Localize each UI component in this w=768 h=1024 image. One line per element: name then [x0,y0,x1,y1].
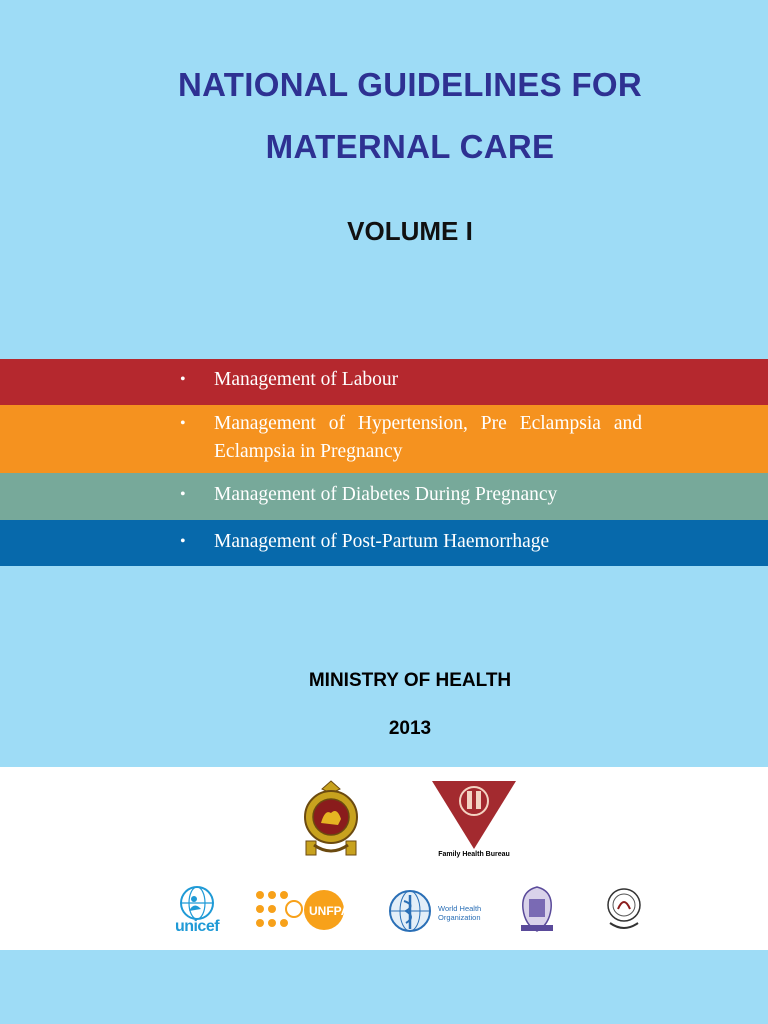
who-label-line-2: Organization [438,913,481,922]
logo-strip [0,767,768,950]
bullet-icon: • [180,486,186,503]
topic-band-labour [0,359,768,405]
who-label [438,904,481,922]
bullet-icon: • [180,371,186,388]
unicef-label: unicef [174,918,220,935]
sri-lanka-emblem-icon [300,779,362,859]
bullet-icon: • [180,415,186,432]
cover-title-line-2: MATERNAL CARE [265,128,555,165]
cover-title-line-1: NATIONAL GUIDELINES FOR [177,66,643,103]
topic-label: Management of Labour [214,369,399,390]
unfpa-logo [254,889,350,933]
association-crest-icon [604,885,644,935]
fhb-caption: Family Health Bureau [438,851,510,858]
topic-band-hypertension [0,405,768,473]
bullet-icon: • [180,533,186,550]
who-logo [384,889,436,933]
topic-label: Management of Post-Partum Haemorrhage [214,531,550,552]
unfpa-label: UNFPA [309,904,350,918]
volume-label: VOLUME I [347,216,473,246]
publication-year: 2013 [388,718,432,739]
unicef-logo [175,885,219,921]
publisher: MINISTRY OF HEALTH [308,670,512,691]
college-crest-icon [517,885,557,935]
topic-band-diabetes [0,473,768,520]
topic-band-pph [0,520,768,566]
topic-label: Management of Diabetes During Pregnancy [214,484,558,505]
who-label-line-1: World Health [438,904,482,913]
topic-label: Management of Hypertension, Pre Eclampsia and Eclampsia in Pregnancy [214,413,642,462]
family-health-bureau-logo [430,779,518,851]
